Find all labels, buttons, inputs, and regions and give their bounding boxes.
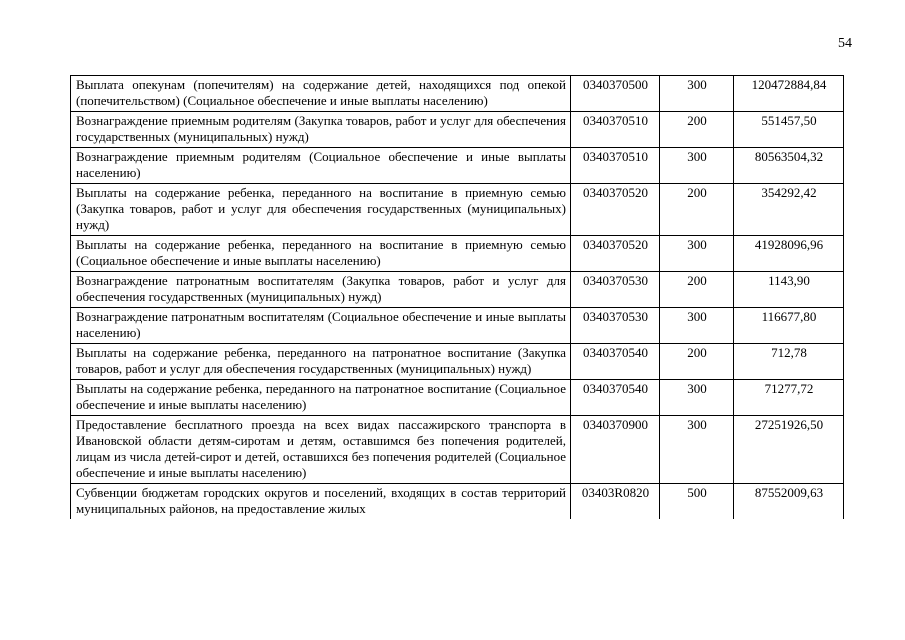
- table-row: [71, 148, 844, 184]
- row-target-code: 0340370510: [571, 112, 660, 148]
- table-row: [71, 236, 844, 272]
- row-description: Выплаты на содержание ребенка, переданного на воспитание в приемную семью (Закупка товаров, работ и услуг для обеспечения государственных (муниципальных) нужд): [71, 184, 571, 236]
- row-description: Выплаты на содержание ребенка, переданного на воспитание в приемную семью (Социальное обеспечение и иные выплаты населению): [71, 236, 571, 272]
- table-row: [71, 184, 844, 236]
- table-row: [71, 484, 844, 520]
- row-target-code: 0340370520: [571, 184, 660, 236]
- row-target-code: 0340370520: [571, 236, 660, 272]
- budget-table: [70, 75, 844, 519]
- row-expense-type: 200: [660, 184, 734, 236]
- table-body: [71, 76, 844, 520]
- row-target-code: 0340370510: [571, 148, 660, 184]
- row-amount: 87552009,63: [734, 484, 844, 520]
- row-target-code: 0340370900: [571, 416, 660, 484]
- row-target-code: 0340370530: [571, 308, 660, 344]
- table-row: [71, 380, 844, 416]
- row-description: Вознаграждение приемным родителям (Социальное обеспечение и иные выплаты населению): [71, 148, 571, 184]
- row-target-code: 03403R0820: [571, 484, 660, 520]
- row-description: Выплаты на содержание ребенка, переданного на патронатное воспитание (Закупка товаров, работ и услуг для обеспечения государственных (муниципальных) нужд): [71, 344, 571, 380]
- row-description: Вознаграждение патронатным воспитателям (Социальное обеспечение и иные выплаты населению): [71, 308, 571, 344]
- row-amount: 120472884,84: [734, 76, 844, 112]
- row-expense-type: 300: [660, 380, 734, 416]
- row-amount: 551457,50: [734, 112, 844, 148]
- table-row: [71, 112, 844, 148]
- row-target-code: 0340370540: [571, 344, 660, 380]
- row-description: Вознаграждение патронатным воспитателям (Закупка товаров, работ и услуг для обеспечения государственных (муниципальных) нужд): [71, 272, 571, 308]
- row-amount: 80563504,32: [734, 148, 844, 184]
- table-row: [71, 308, 844, 344]
- row-target-code: 0340370540: [571, 380, 660, 416]
- row-description: Предоставление бесплатного проезда на всех видах пассажирского транспорта в Ивановской области детям-сиротам и детям, оставшимся без попечения родителей, лицам из числа детей-сирот и детей, оставшихся без попечения родителей (Социальное обеспечение и иные выплаты населению): [71, 416, 571, 484]
- table-row: [71, 416, 844, 484]
- table-row: [71, 272, 844, 308]
- row-description: Выплата опекунам (попечителям) на содержание детей, находящихся под опекой (попечительством) (Социальное обеспечение и иные выплаты населению): [71, 76, 571, 112]
- row-description: Выплаты на содержание ребенка, переданного на патронатное воспитание (Социальное обеспечение и иные выплаты населению): [71, 380, 571, 416]
- row-expense-type: 300: [660, 148, 734, 184]
- row-amount: 354292,42: [734, 184, 844, 236]
- row-amount: 41928096,96: [734, 236, 844, 272]
- row-amount: 712,78: [734, 344, 844, 380]
- row-description: Субвенции бюджетам городских округов и поселений, входящих в состав территорий муниципальных районов, на предоставление жилых: [71, 484, 571, 520]
- row-amount: 1143,90: [734, 272, 844, 308]
- row-description: Вознаграждение приемным родителям (Закупка товаров, работ и услуг для обеспечения государственных (муниципальных) нужд): [71, 112, 571, 148]
- page-number: 54: [838, 36, 852, 51]
- row-expense-type: 300: [660, 236, 734, 272]
- row-target-code: 0340370500: [571, 76, 660, 112]
- row-expense-type: 200: [660, 344, 734, 380]
- row-amount: 27251926,50: [734, 416, 844, 484]
- row-expense-type: 300: [660, 416, 734, 484]
- row-expense-type: 300: [660, 76, 734, 112]
- row-expense-type: 200: [660, 112, 734, 148]
- row-amount: 116677,80: [734, 308, 844, 344]
- table-row: [71, 76, 844, 112]
- row-expense-type: 200: [660, 272, 734, 308]
- row-expense-type: 500: [660, 484, 734, 520]
- table-row: [71, 344, 844, 380]
- row-target-code: 0340370530: [571, 272, 660, 308]
- row-expense-type: 300: [660, 308, 734, 344]
- row-amount: 71277,72: [734, 380, 844, 416]
